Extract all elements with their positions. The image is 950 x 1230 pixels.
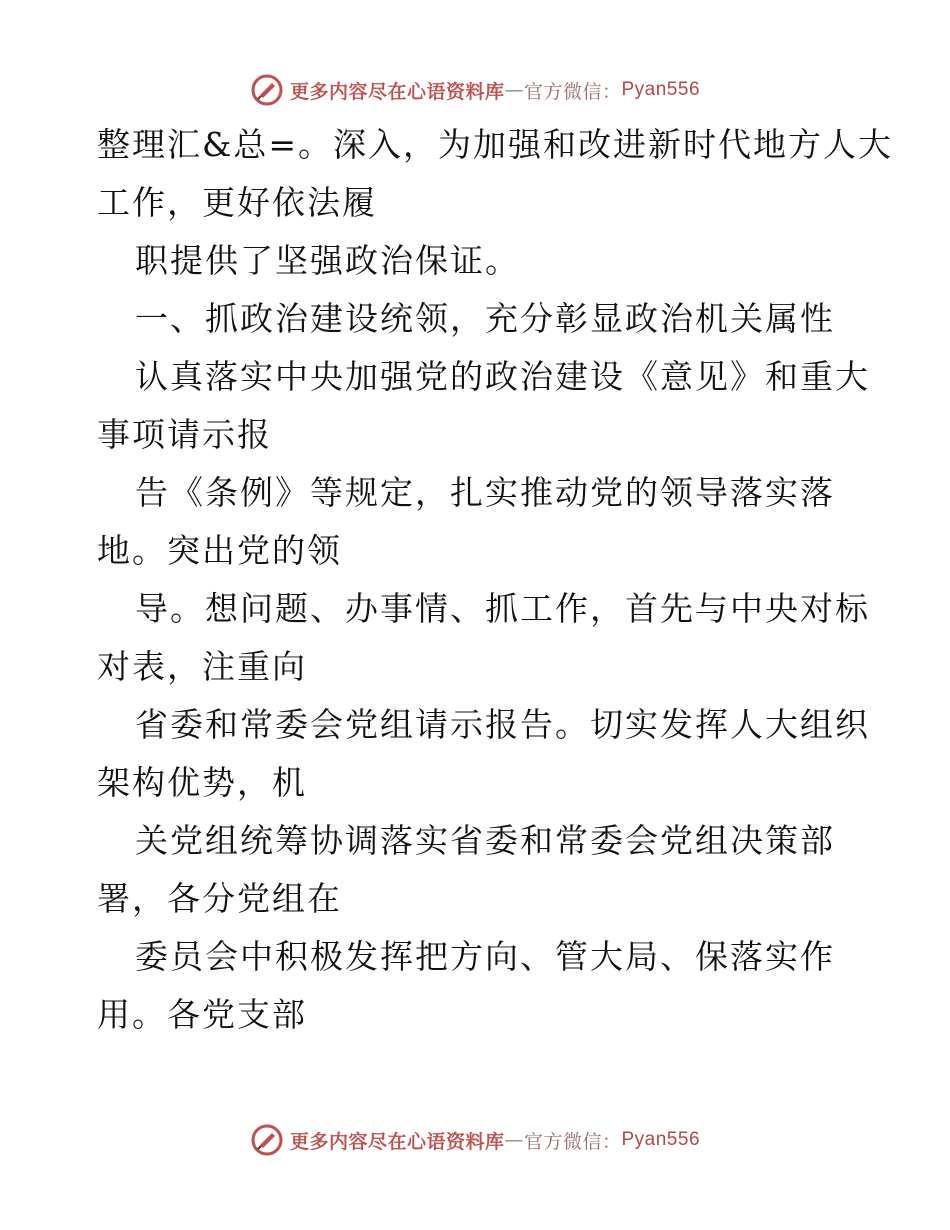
brand-logo-icon [250, 73, 284, 107]
banner-brand-text: 更多内容尽在心语资料库 [289, 1130, 505, 1153]
text-line: 省委和常委会党组请示报告。切实发挥人大组织 [135, 705, 870, 744]
text-line: 署，各分党组在 [97, 879, 342, 918]
text-line: 架构优势，机 [97, 763, 307, 802]
text-line: 认真落实中央加强党的政治建设《意见》和重大 [135, 357, 870, 396]
text-line: 地。突出党的领 [97, 531, 342, 570]
text-line: 告《条例》等规定，扎实推动党的领导落实落 [135, 473, 835, 512]
section-heading: 一、抓政治建设统领，充分彰显政治机关属性 [135, 299, 835, 338]
document-body [97, 116, 894, 1044]
text-line: 委员会中积极发挥把方向、管大局、保落实作 [135, 937, 835, 976]
banner-wechat-label: 官方微信： [523, 1130, 622, 1153]
banner-wechat-id: Pyan556 [621, 79, 701, 100]
text-line: 用。各党支部 [97, 995, 307, 1034]
banner-separator: — [504, 79, 524, 101]
text-line: 整理汇&总=。深入，为加强和改进新时代地方人大 [97, 125, 894, 164]
text-line: 职提供了坚强政治保证。 [135, 241, 520, 280]
header-banner [0, 70, 950, 110]
banner-wechat-id: Pyan556 [621, 1129, 701, 1150]
text-line: 事项请示报 [97, 415, 272, 454]
text-line: 导。想问题、办事情、抓工作，首先与中央对标 [135, 589, 870, 628]
banner-brand-text: 更多内容尽在心语资料库 [289, 80, 505, 103]
banner-separator: — [504, 1129, 524, 1151]
brand-logo-icon [250, 1123, 284, 1157]
text-line: 对表，注重向 [97, 647, 307, 686]
text-line: 工作，更好依法履 [97, 183, 377, 222]
footer-banner [0, 1120, 950, 1160]
banner-wechat-label: 官方微信： [523, 80, 622, 103]
text-line: 关党组统筹协调落实省委和常委会党组决策部 [135, 821, 835, 860]
